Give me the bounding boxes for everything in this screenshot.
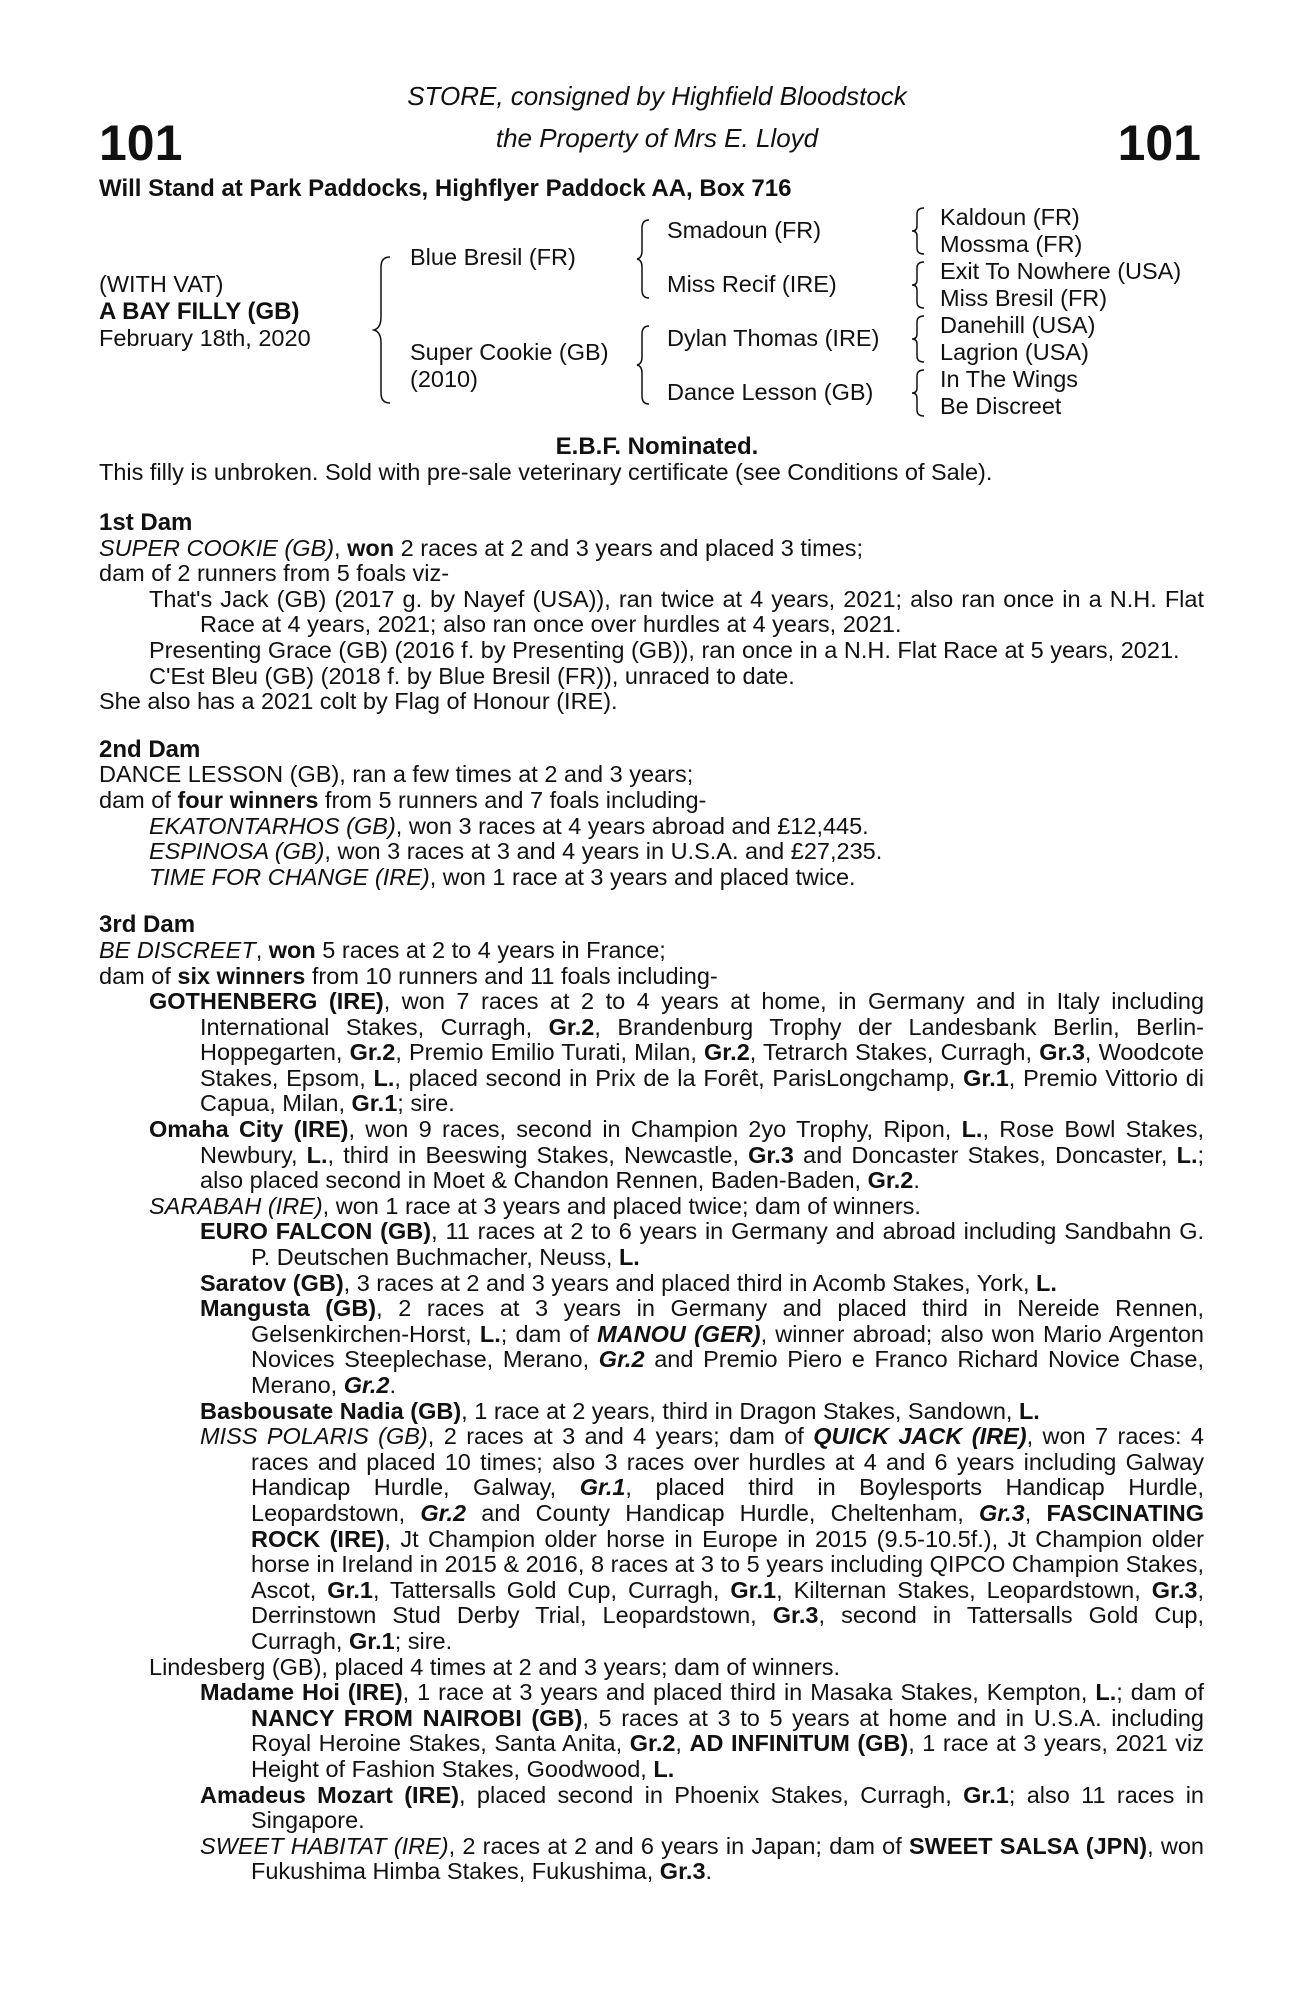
text-run: MISS POLARIS (GB) [200, 1423, 428, 1450]
produce-entry-sarabah [99, 1194, 1204, 1220]
produce-entry-euro-falcon [99, 1219, 1204, 1270]
text-run: Gr.2 [598, 1346, 645, 1373]
produce-entry-gothenberg [99, 989, 1204, 1117]
produce-entry-miss-polaris [99, 1424, 1204, 1654]
produce-entry-lindesberg [99, 1655, 1204, 1681]
brace-sd [912, 260, 928, 310]
third-dam-section [99, 912, 1204, 1885]
sire-name: Blue Bresil (FR) [410, 244, 576, 270]
horse-dob: February 18th, 2020 [99, 325, 311, 351]
text-run: Gr.3 [1039, 1039, 1085, 1066]
ped-sss: Kaldoun (FR) [940, 204, 1080, 230]
text-run: Basbousate Nadia (GB) [200, 1397, 462, 1424]
horse-name: TIME FOR CHANGE (IRE) [149, 863, 430, 890]
dam-brace [637, 324, 653, 406]
text-run: L. [306, 1141, 328, 1168]
text-run: , 5 races at 3 to 5 years at home and in U.S.A. including Royal Heroine Stakes, Santa Anita, [251, 1704, 1204, 1757]
text-run: L. [373, 1064, 395, 1091]
text-run: Gr.2 [867, 1167, 914, 1194]
ped-dds: In The Wings [940, 366, 1079, 392]
main-brace [376, 255, 396, 405]
text-run: Madame Hoi (IRE) [200, 1679, 403, 1706]
text-run: , Premio Emilio Turati, Milan, [395, 1039, 705, 1066]
text-run: SARABAH (IRE) [149, 1192, 323, 1219]
text-run: , placed second in Prix de la Forêt, ParisLongchamp, [394, 1064, 964, 1091]
text-run: , placed third in Boylesports Handicap Hurdle, Leopardstown, [251, 1474, 1204, 1526]
text-span: , [334, 534, 348, 561]
text-run: L. [1095, 1679, 1117, 1706]
text-run: ; sire. [394, 1627, 453, 1654]
text-run: , Jt Champion older horse in Europe in 2015 (9.5-10.5f.), Jt Champion older horse in Ireland in 2015 & 2016, 8 races at 3 to 5 years including QIPCO Champion Stakes, Ascot, [251, 1525, 1204, 1603]
text-span: , won 3 races at 4 years abroad and £12,445. [395, 812, 869, 839]
dam-name: Super Cookie (GB) [410, 339, 609, 365]
catalogue-body [99, 510, 1204, 1885]
text-span: 5 races at 2 to 4 years in France; [315, 936, 666, 963]
text-run: FASCINATING ROCK (IRE) [251, 1499, 1204, 1552]
text-run: L. [653, 1755, 675, 1782]
text-run: , [1024, 1499, 1047, 1526]
text-run: ; also 11 races in Singapore. [251, 1781, 1205, 1834]
text-run: , 1 race at 2 years, third in Dragon Stakes, Sandown, [461, 1397, 1019, 1424]
dam-summary: DANCE LESSON (GB), ran a few times at 2 and 3 years; [99, 761, 694, 788]
ped-dss: Danehill (USA) [940, 312, 1096, 338]
text-run: and Doncaster Stakes, Doncaster, [793, 1141, 1177, 1168]
text-run: Gr.2 [349, 1039, 396, 1066]
produce-entry [99, 865, 1204, 891]
produce-entry: C'Est Bleu (GB) (2018 f. by Blue Bresil (FR)), unraced to date. [149, 662, 795, 689]
text-run: MANOU (GER) [597, 1320, 761, 1347]
text-run: ; also placed second in Moet & Chandon Rennen, Baden-Baden, [200, 1141, 1205, 1194]
won-label: won [268, 936, 316, 963]
text-run: Gr.2 [629, 1730, 676, 1757]
produce-entry: That's Jack (GB) (2017 g. by Nayef (USA)), ran twice at 4 years, 2021; also ran once in a N.H. Flat Race at 4 years, 2021; also ran once over hurdles at 4 years, 2021. [149, 585, 1204, 638]
ped-sdd: Miss Bresil (FR) [940, 285, 1108, 311]
text-run: Gr.1 [327, 1576, 373, 1603]
text-run: , winner abroad; also won Mario Argenton Novices Steeplechase, Merano, [251, 1320, 1204, 1373]
won-label: won [347, 534, 395, 561]
text-run: Gr.1 [351, 1090, 398, 1117]
produce-entry-amadeus-mozart [99, 1783, 1204, 1834]
produce-entry-mangusta [99, 1296, 1204, 1398]
text-run: L. [961, 1116, 983, 1143]
text-run: Gr.1 [963, 1064, 1009, 1091]
sale-note: This filly is unbroken. Sold with pre-sale veterinary certificate (see Conditions of Sale). [99, 459, 993, 485]
produce-entry-saratov [99, 1271, 1204, 1297]
text-run: , Brandenburg Trophy der Landesbank Berlin, Berlin-Hoppegarten, [200, 1013, 1205, 1066]
horse-name: A BAY FILLY (GB) [99, 298, 300, 325]
dam-note: She also has a 2021 colt by Flag of Honour (IRE). [99, 688, 618, 715]
text-run: Gr.2 [420, 1499, 467, 1526]
text-run: . [389, 1372, 397, 1398]
text-run: Gr.1 [579, 1474, 626, 1501]
stand-location: Will Stand at Park Paddocks, Highflyer Paddock AA, Box 716 [99, 175, 792, 202]
produce-entry-omaha-city [99, 1117, 1204, 1194]
text-run: Saratov (GB) [200, 1269, 344, 1296]
text-span: from 10 runners and 11 foals including- [305, 962, 718, 989]
lot-number-left: 101 [99, 115, 183, 171]
text-run: AD INFINITUM (GB) [689, 1730, 909, 1757]
text-run: QUICK JACK (IRE) [813, 1423, 1027, 1450]
winners-count: four winners [177, 786, 319, 813]
text-span: dam of [99, 786, 178, 813]
dam-name: SUPER COOKIE (GB) [99, 534, 335, 561]
winners-count: six winners [177, 962, 306, 989]
section-title: 1st Dam [99, 509, 193, 536]
text-run: Mangusta (GB) [200, 1295, 377, 1322]
text-run: , Woodcote Stakes, Epsom, [200, 1039, 1204, 1091]
text-run: Gr.2 [343, 1372, 390, 1398]
text-run: ; dam of [500, 1320, 598, 1347]
ped-sds: Exit To Nowhere (USA) [940, 258, 1182, 284]
text-run: and Premio Piero e Franco Richard Novice Chase, Merano, [251, 1346, 1204, 1398]
dam-name: BE DISCREET [99, 936, 256, 963]
section-title: 2nd Dam [99, 735, 201, 763]
brace-dd [912, 368, 928, 418]
text-span: from 5 runners and 7 foals including- [318, 786, 707, 813]
dam-dam: Dance Lesson (GB) [667, 379, 874, 405]
text-run: Gr.2 [548, 1013, 595, 1040]
text-run: , 2 races at 2 and 6 years in Japan; dam of [448, 1832, 909, 1859]
dam-produce [99, 788, 1204, 814]
text-run: Amadeus Mozart (IRE) [200, 1781, 460, 1808]
text-run: L. [1176, 1141, 1198, 1168]
dam-produce [99, 964, 1204, 990]
text-run: Gr.1 [348, 1627, 395, 1654]
text-run: . [705, 1858, 713, 1885]
text-span: dam of [99, 962, 178, 989]
text-run: , Derrinstown Stud Derby Trial, Leopardstown, [251, 1576, 1204, 1629]
text-run: , [675, 1730, 690, 1757]
text-run: , Kilternan Stakes, Leopardstown, [776, 1576, 1152, 1603]
consignor-line: STORE, consigned by Highfield Bloodstock [407, 81, 907, 111]
text-run: Gr.2 [704, 1039, 750, 1066]
sire-brace [637, 218, 653, 300]
text-run: , 2 races at 3 years in Germany and placed third in Nereide Rennen, Gelsenkirchen-Horst, [251, 1295, 1204, 1347]
dam-summary [99, 536, 1204, 562]
text-run: L. [618, 1244, 640, 1271]
text-run: , Tetrarch Stakes, Curragh, [749, 1039, 1040, 1066]
text-run: SWEET HABITAT (IRE) [200, 1832, 449, 1859]
text-run: Gr.3 [772, 1602, 819, 1629]
section-title: 3rd Dam [99, 911, 196, 939]
ped-ddd: Be Discreet [940, 393, 1062, 419]
text-run: EURO FALCON (GB) [200, 1218, 432, 1245]
brace-ds [912, 314, 928, 364]
text-run: SWEET SALSA (JPN) [908, 1832, 1148, 1859]
text-run: Lindesberg (GB), placed 4 times at 2 and 3 years; dam of winners. [149, 1653, 840, 1680]
text-run: , second in Tattersalls Gold Cup, Curragh, [251, 1602, 1204, 1654]
produce-entry-sweet-habitat [99, 1834, 1204, 1885]
horse-name: EKATONTARHOS (GB) [149, 812, 396, 839]
sire-dam: Miss Recif (IRE) [667, 271, 837, 297]
text-span: , won 3 races at 3 and 4 years in U.S.A. and £27,235. [324, 838, 883, 865]
text-run: , won Fukushima Himba Stakes, Fukushima, [251, 1832, 1204, 1885]
text-run: GOTHENBERG (IRE) [149, 988, 384, 1015]
first-dam-section [99, 510, 1204, 715]
text-run: . [913, 1167, 920, 1194]
dam-sire: Dylan Thomas (IRE) [667, 325, 880, 351]
text-run: , 3 races at 2 and 3 years and placed third in Acomb Stakes, York, [343, 1269, 1036, 1296]
dam-produce: dam of 2 runners from 5 foals viz- [99, 560, 450, 587]
text-span: , [255, 936, 269, 963]
property-line: the Property of Mrs E. Lloyd [495, 123, 819, 153]
text-run: , 2 races at 3 and 4 years; dam of [427, 1423, 814, 1450]
text-run: Gr.3 [1151, 1576, 1198, 1603]
text-run: , Tattersalls Gold Cup, Curragh, [373, 1576, 731, 1603]
text-run: Omaha City (IRE) [149, 1116, 349, 1143]
text-run: L. [479, 1320, 501, 1347]
vat-note: (WITH VAT) [99, 271, 224, 297]
ped-dsd: Lagrion (USA) [940, 339, 1089, 365]
text-run: ; dam of [1116, 1679, 1205, 1706]
text-run: , won 7 races: 4 races and placed 10 times; also 3 races over hurdles at 4 and 6 years including Galway Handicap Hurdle, Galway, [251, 1423, 1205, 1501]
lot-number-right: 101 [1117, 115, 1201, 171]
text-run: , 1 race at 3 years, 2021 viz Height of Fashion Stakes, Goodwood, [251, 1730, 1204, 1782]
dam-summary [99, 938, 1204, 964]
text-run: and County Handicap Hurdle, Cheltenham, [466, 1499, 980, 1526]
text-run: , third in Beeswing Stakes, Newcastle, [327, 1141, 749, 1168]
text-run: Gr.1 [963, 1781, 1009, 1808]
text-run: , Rose Bowl Stakes, Newbury, [200, 1116, 1204, 1168]
horse-name: ESPINOSA (GB) [149, 838, 325, 865]
text-span: 2 races at 2 and 3 years and placed 3 times; [394, 534, 864, 561]
text-run: L. [1036, 1269, 1057, 1296]
text-span: , won 1 race at 3 years and placed twice. [429, 863, 856, 890]
text-run: , Premio Vittorio di Capua, Milan, [200, 1064, 1204, 1117]
produce-entry [99, 839, 1204, 865]
text-run: , won 9 races, second in Champion 2yo Trophy, Ripon, [348, 1116, 962, 1143]
produce-entry: Presenting Grace (GB) (2016 f. by Presenting (GB)), ran once in a N.H. Flat Race at 5 years, 2021. [149, 636, 1180, 663]
sire-sire: Smadoun (FR) [667, 217, 822, 243]
text-run: Gr.3 [659, 1858, 706, 1885]
brace-ss [912, 206, 928, 256]
produce-entry [99, 814, 1204, 840]
text-run: , 1 race at 3 years and placed third in Masaka Stakes, Kempton, [402, 1679, 1096, 1706]
ebf-nominated: E.B.F. Nominated. [555, 433, 759, 460]
text-run: Gr.3 [979, 1499, 1025, 1526]
text-run: , 11 races at 2 to 6 years in Germany and abroad including Sandbahn G. P. Deutschen Buchmacher, Neuss, [251, 1218, 1204, 1271]
text-run: Gr.1 [730, 1576, 777, 1603]
text-run: L. [1018, 1397, 1040, 1424]
dam-year: (2010) [410, 366, 478, 392]
text-run: NANCY FROM NAIROBI (GB) [251, 1704, 583, 1731]
second-dam-section [99, 737, 1204, 891]
text-run: , won 1 race at 3 years and placed twice; dam of winners. [322, 1192, 921, 1219]
produce-entry-madame-hoi [99, 1680, 1204, 1782]
text-run: , won 7 races at 2 to 4 years at home, in Germany and in Italy including International Stakes, Curragh, [200, 988, 1205, 1040]
ped-ssd: Mossma (FR) [940, 231, 1083, 257]
text-run: ; sire. [397, 1090, 455, 1117]
text-run: , placed second in Phoenix Stakes, Curragh, [459, 1781, 964, 1808]
text-run: Gr.3 [748, 1141, 794, 1168]
produce-entry-basbousate-nadia [99, 1399, 1204, 1425]
